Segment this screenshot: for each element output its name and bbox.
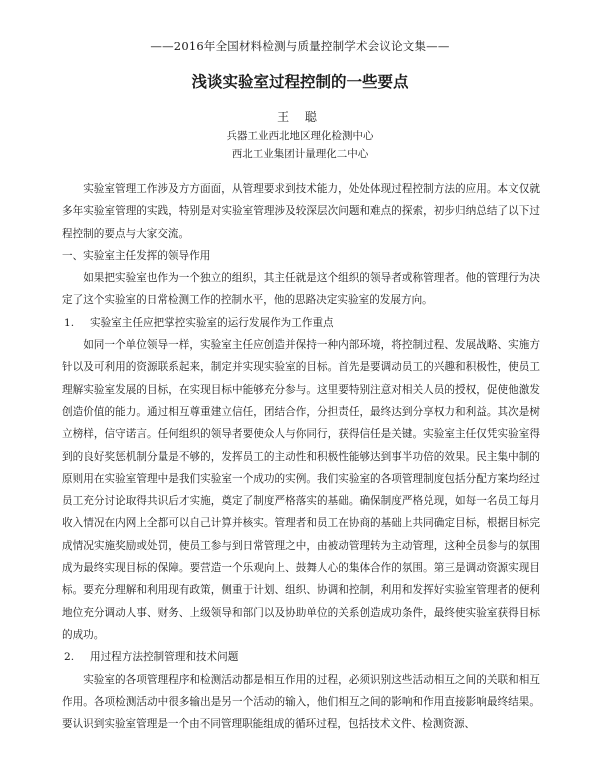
subsection-1-number: 1. bbox=[64, 316, 75, 329]
subsection-2-paragraph: 实验室的各项管理程序和检测活动都是相互作用的过程，必须识别这些活动相互之间的关联和相互作用。各项检测活动中很多输出是另一个活动的输入，他们相互之间的影响和作用直接影响最终结果。要认识到实验室管理是一个由不同管理职能组成的循环过程，包括技术文件、检测资源、 bbox=[62, 673, 540, 731]
subsection-1-heading bbox=[62, 312, 540, 334]
paper-title: 浅谈实验室过程控制的一些要点 bbox=[191, 73, 409, 91]
subsection-2-title: 用过程方法控制管理和技术问题 bbox=[90, 651, 239, 664]
running-header: ——2016年全国材料检测与质量控制学术会议论文集—— bbox=[150, 39, 450, 53]
affiliation-1: 兵器工业西北地区理化检测中心 bbox=[226, 130, 374, 142]
paper-body bbox=[62, 178, 540, 735]
author-name: 王 聪 bbox=[277, 110, 323, 124]
affiliation-2: 西北工业集团计量理化二中心 bbox=[231, 148, 369, 160]
subsection-2-heading bbox=[62, 646, 540, 668]
section-1-heading: 一、实验室主任发挥的领导作用 bbox=[62, 249, 211, 262]
section-1-paragraph: 如果把实验室也作为一个独立的组织，其主任就是这个组织的领导者或称管理者。他的管理行为决定了这个实验室的日常检测工作的控制水平，他的思路决定实验室的发展方向。 bbox=[62, 272, 540, 307]
abstract-paragraph: 实验室管理工作涉及方方面面，从管理要求到技术能力，处处体现过程控制方法的应用。本文仅就多年实验室管理的实践，特别是对实验室管理涉及较深层次问题和难点的探索，初步归纳总结了以下过程控制的要点与大家交流。 bbox=[62, 183, 540, 240]
subsection-2-number: 2. bbox=[64, 651, 75, 664]
subsection-1-title: 实验室主任应把掌控实验室的运行发展作为工作重点 bbox=[90, 316, 334, 329]
subsection-1-paragraph: 如同一个单位领导一样，实验室主任应创造并保持一种内部环境，将控制过程、发展战略、实施方针以及可利用的资源联系起来，制定并实现实验室的目标。首先是要调动员工的兴趣和积极性，使员工理解实验室发展的目标，在实现目标中能够充分参与。这里要特别注意对相关人员的授权，促使他激发创造价值的能力。通过相互尊重建立信任，团结合作，分担责任，最终达到分享权力和利益。其次是树立榜样，信守诺言。任何组织的领导者要使众人与你同行，获得信任是关键。实验室主任仅凭实验室得到的良好奖惩机制分量是不够的，发挥员工的主动性和积极性能够达到事半功倍的效果。民主集中制的原则用在实验室管理中是我们实验室一个成功的实例。我们实验室的各项管理制度包括分配方案均经过员工充分讨论取得共识后才实施，奠定了制度严格落实的基础。确保制度严格兑现，如每一名员工每月收入情况在内网上全都可以自己计算并核实。管理者和员工在协商的基础上共同确定目标，根据目标完成情况实施奖励或处罚，使员工参与到日常管理之中，由被动管理转为主动管理，这种全员参与的氛围成为最终实现目标的保障。要营造一个乐观向上、鼓舞人心的集体合作的氛围。第三是调动资源实现目标。要充分理解和利用现有政策，侧重于计划、组织、协调和控制，利用和发挥好实验室管理者的便利地位充分调动人事、财务、上级领导和部门以及协助单位的关系创造成功条件，最终使实验室获得目标的成功。 bbox=[62, 339, 540, 641]
